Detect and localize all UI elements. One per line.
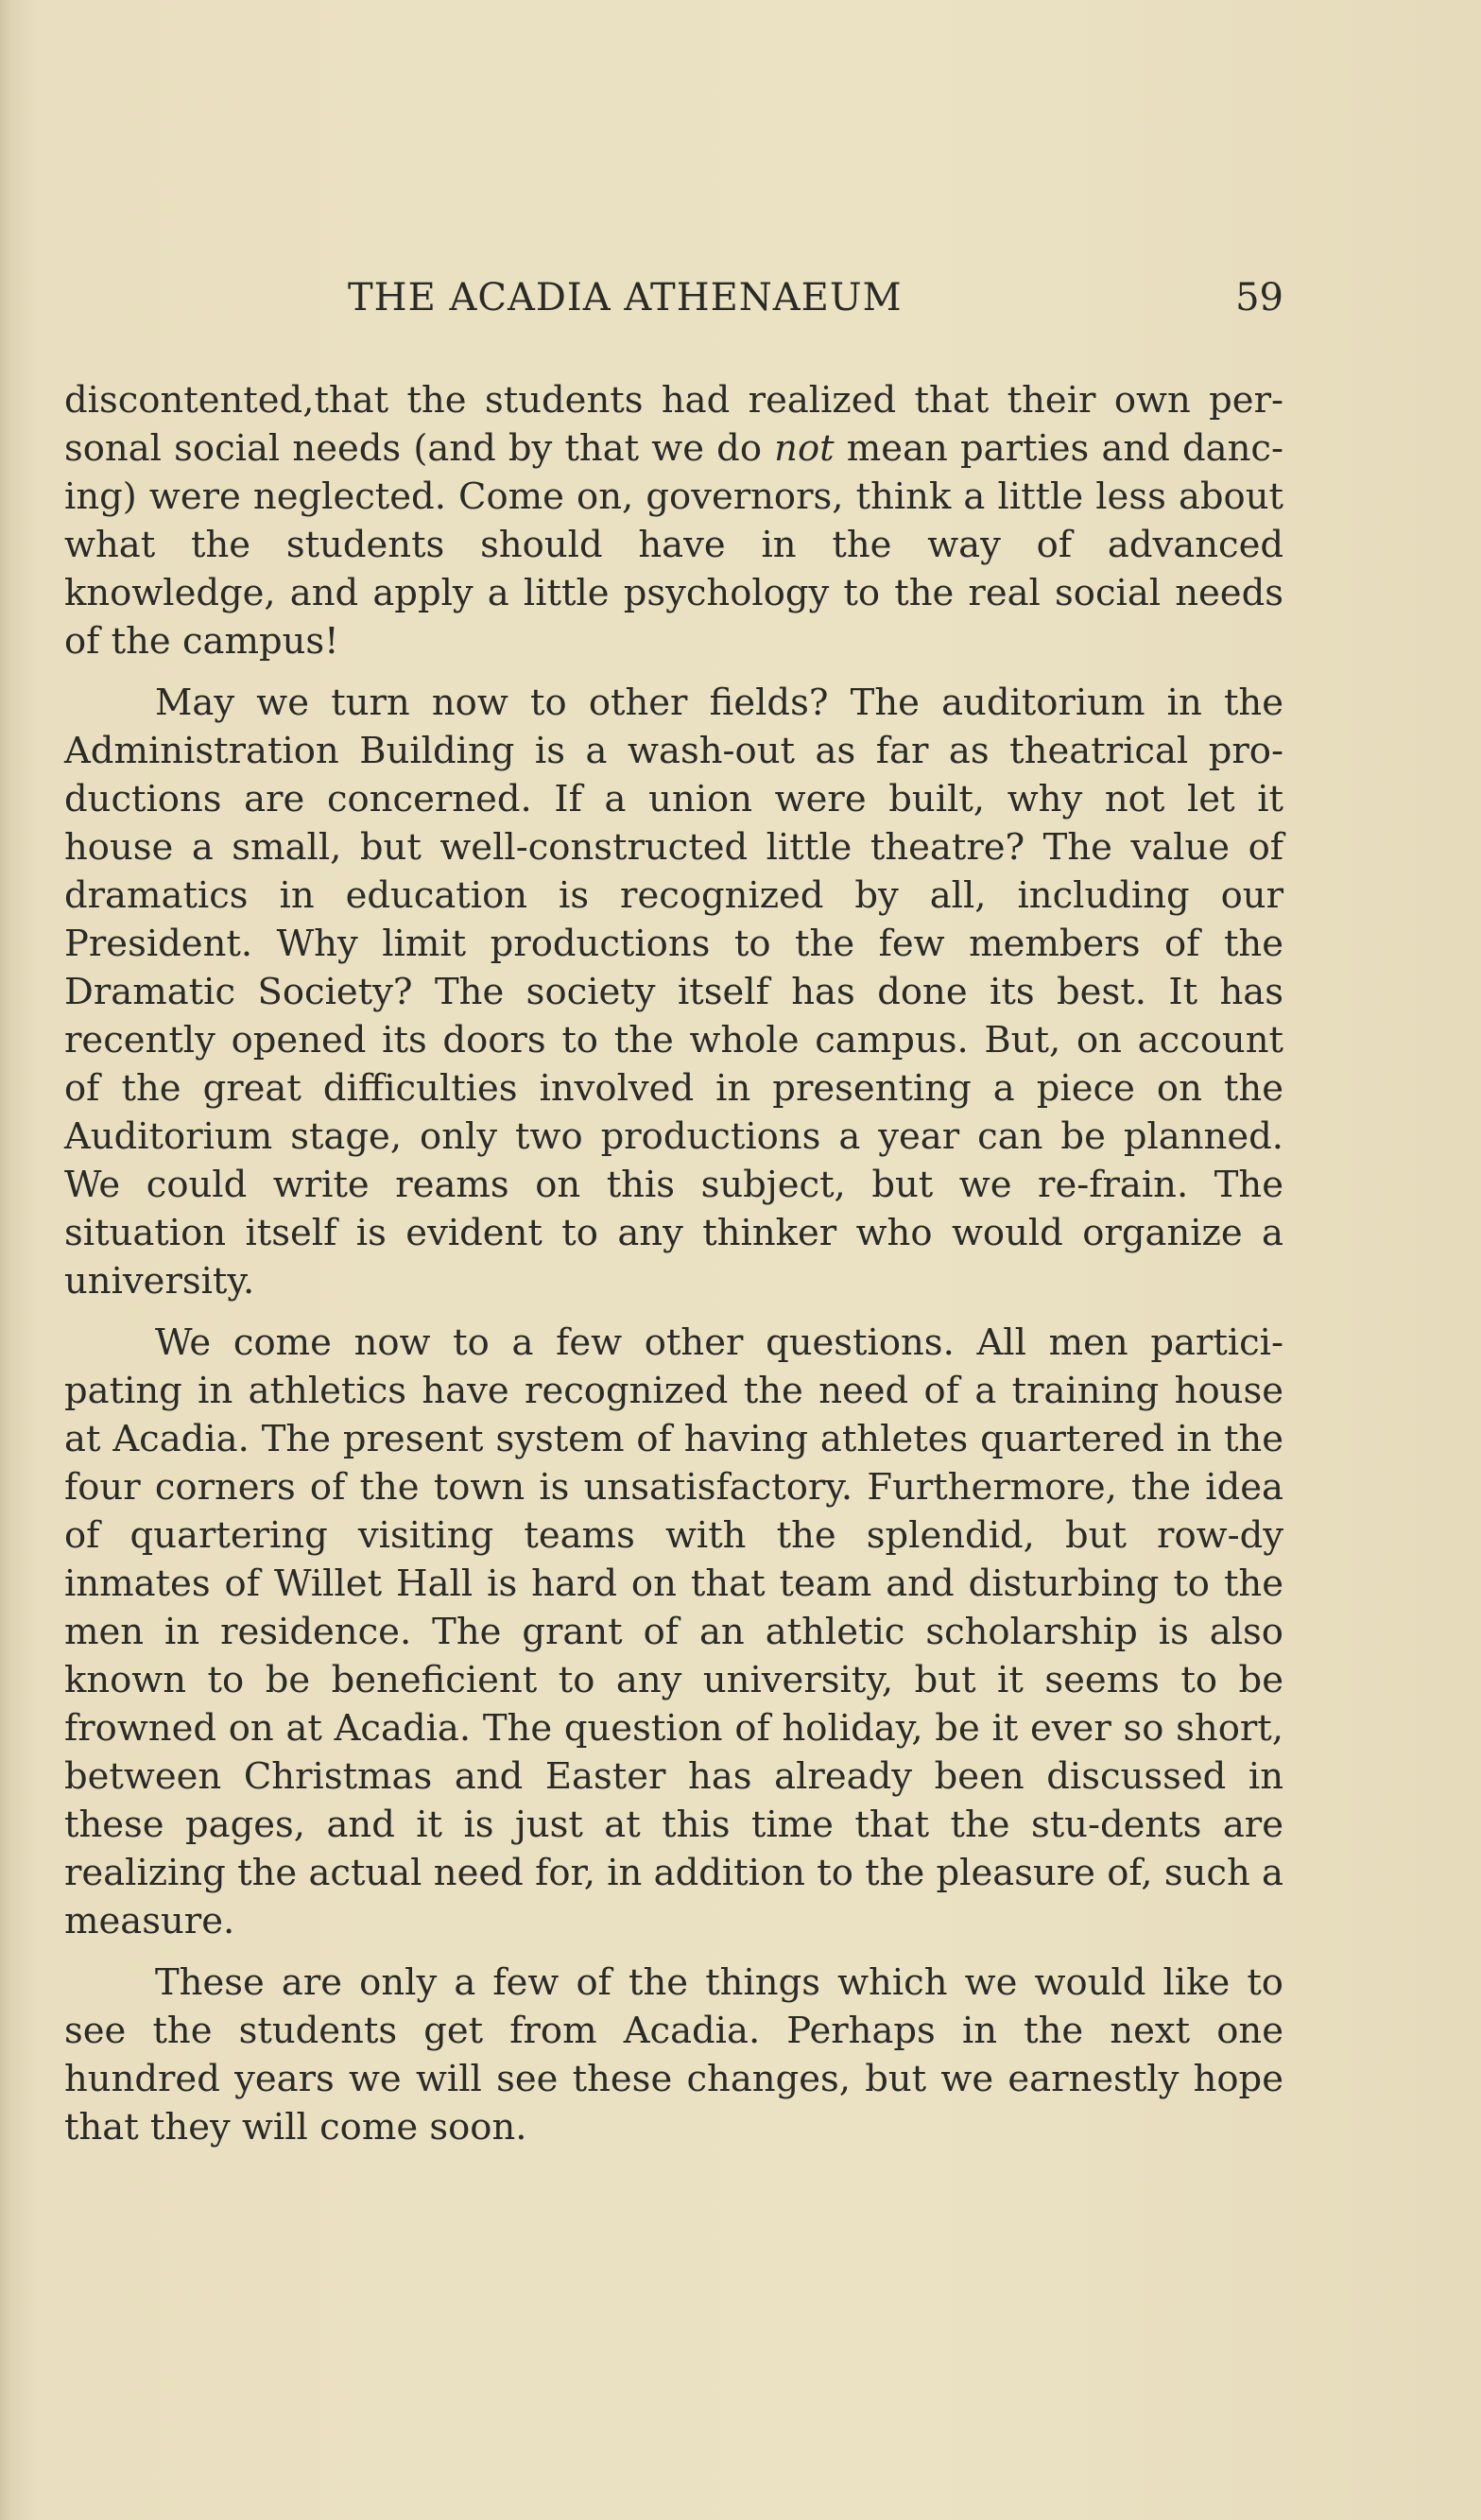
paragraph-1	[64, 376, 1283, 665]
paragraph-1-text-end: mean parties and danc-ing) were neglected. Come on, governors, think a little less about what the students should have in the way of advanced knowledge, and apply a little psychology to the real social needs of the campus!	[64, 427, 1283, 663]
paragraph-4: These are only a few of the things which we would like to see the students get from Acadia. Perhaps in the next one hundred years we will see these changes, but we earnestly hope that they will come soon.	[64, 1961, 1283, 2149]
paragraph-1-text-start: discontented,that the students had realized that their own per-sonal social needs (and by that we do	[64, 379, 1283, 470]
page-number: 59	[1235, 276, 1283, 319]
article-body	[64, 376, 1283, 2165]
running-header	[64, 276, 1283, 333]
header-title: THE ACADIA ATHENAEUM	[348, 276, 903, 319]
emphasis-not: not	[774, 427, 835, 470]
paragraph-3: We come now to a few other questions. All men partici-pating in athletics have recognized the need of a training house at Acadia. The present system of having athletes quartered in the four corners of the town is unsatisfactory. Furthermore, the idea of quartering visiting teams with the splendid, but row-dy inmates of Willet Hall is hard on that team and disturbing to the men in residence. The grant of an athletic scholarship is also known to be beneficient to any university, but it seems to be frowned on at Acadia. The question of holiday, be it ever so short, between Christmas and Easter has already been discussed in these pages, and it is just at this time that the stu-dents are realizing the actual need for, in addition to the pleasure of, such a measure.	[64, 1321, 1283, 1942]
paragraph-2: May we turn now to other fields? The auditorium in the Administration Building is a wash-out as far as theatrical pro-ductions are concerned. If a union were built, why not let it house a small, but well-constructed little theatre? The value of dramatics in education is recognized by all, including our President. Why limit productions to the few members of the Dramatic Society? The society itself has done its best. It has recently opened its doors to the whole campus. But, on account of the great difficulties involved in presenting a piece on the Auditorium stage, only two productions a year can be planned. We could write reams on this subject, but we re-frain. The situation itself is evident to any thinker who would organize a university.	[64, 682, 1283, 1303]
